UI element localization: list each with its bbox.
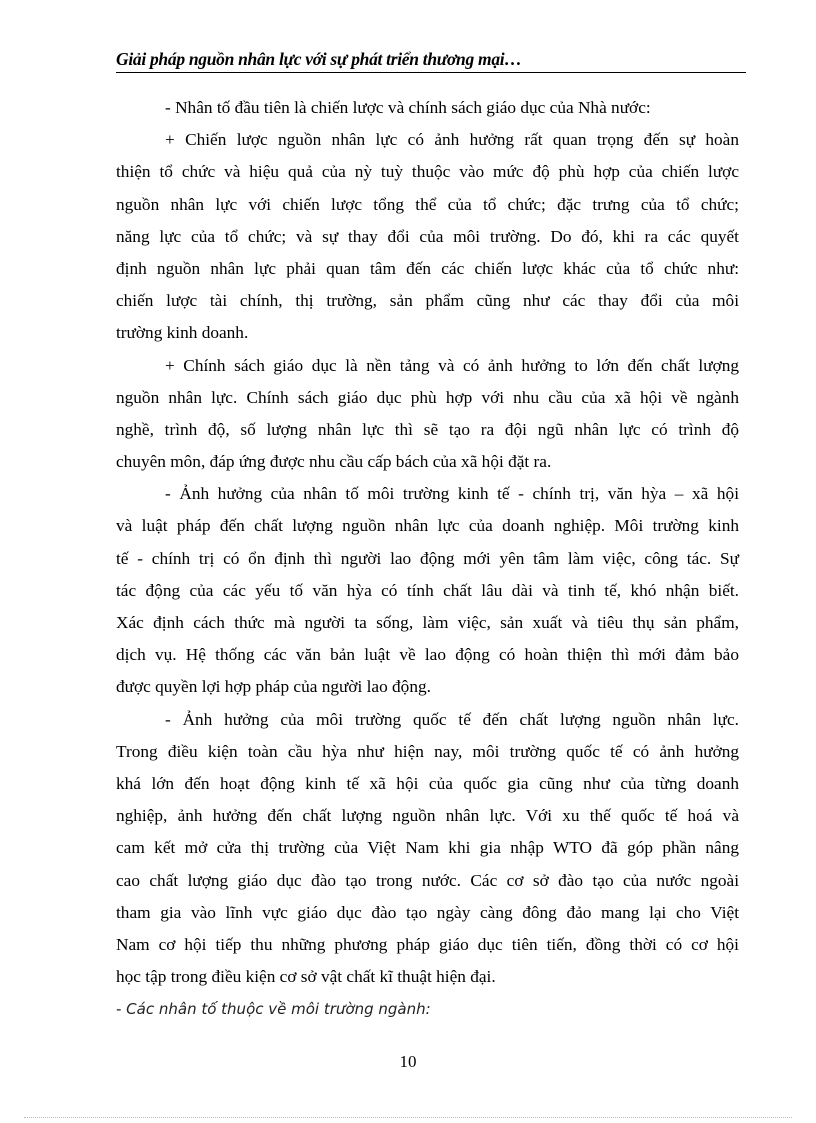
text-line: - Ảnh hưởng của môi trường quốc tế đến chất lượng nguồn nhân lực. (165, 709, 739, 729)
document-body (116, 92, 739, 1025)
text-line: và luật pháp đến chất lượng nguồn nhân lực của doanh nghiệp. Môi trường kinh (116, 516, 739, 536)
text-line: Trong điều kiện toàn cầu hỳa như hiện nay, môi trường quốc tế có ảnh hưởng (116, 741, 739, 761)
text-line: - Nhân tố đầu tiên là chiến lược và chính sách giáo dục của Nhà nước: (165, 98, 651, 117)
text-line: chiến lược tài chính, thị trường, sản phẩm cũng như các thay đổi của môi (116, 291, 739, 311)
text-line: Nam cơ hội tiếp thu những phương pháp giáo dục tiên tiến, đồng thời có cơ hội (116, 934, 739, 954)
text-line: học tập trong điều kiện cơ sở vật chất kĩ thuật hiện đại. (116, 967, 496, 987)
text-line: định nguồn nhân lực phải quan tâm đến các chiến lược khác của tổ chức như: (116, 258, 739, 278)
text-line: khá lớn đến hoạt động kinh tế xã hội của quốc gia cũng như của từng doanh (116, 773, 739, 793)
text-line: nghề, trình độ, số lượng nhân lực thì sẽ tạo ra đội ngũ nhân lực có trình độ (116, 419, 739, 439)
text-line: nghiệp, ảnh hưởng đến chất lượng nguồn nhân lực. Với xu thế quốc tế hoá và (116, 806, 739, 826)
text-line: thiện tổ chức và hiệu quả của nỳ tuỳ thuộc vào mức độ phù hợp của chiến lược (116, 162, 739, 182)
text-line: - Ảnh hưởng của nhân tố môi trường kinh tế - chính trị, văn hỳa – xã hội (165, 484, 739, 504)
text-line: + Chính sách giáo dục là nền tảng và có ảnh hưởng to lớn đến chất lượng (165, 355, 739, 375)
text-line: nguồn nhân lực. Chính sách giáo dục phù hợp với nhu cầu của xã hội về ngành (116, 387, 739, 407)
subheading: - Các nhân tố thuộc về môi trường ngành: (116, 1000, 431, 1019)
text-line: cam kết mở cửa thị trường của Việt Nam khi gia nhập WTO đã góp phần nâng (116, 838, 739, 858)
text-line: chuyên môn, đáp ứng được nhu cầu cấp bách của xã hội đặt ra. (116, 452, 552, 472)
text-line: Xác định cách thức mà người ta sống, làm việc, sản xuất và tiêu thụ sản phẩm, (116, 613, 739, 632)
page-number: 10 (399, 1052, 417, 1071)
running-header: Giải pháp nguồn nhân lực với sự phát triển thương mại… (116, 49, 746, 73)
text-line: tác động của các yếu tố văn hỳa có tính chất lâu dài và tinh tế, khó nhận biết. (116, 580, 739, 600)
text-line: + Chiến lược nguồn nhân lực có ảnh hưởng rất quan trọng đến sự hoàn (165, 130, 739, 150)
text-line: trường kinh doanh. (116, 323, 249, 343)
text-line: được quyền lợi hợp pháp của người lao động. (116, 677, 431, 697)
text-line: tham gia vào lĩnh vực giáo dục đào tạo ngày càng đông đảo mang lại cho Việt (116, 902, 739, 922)
text-line: tế - chính trị có ổn định thì người lao động mới yên tâm làm việc, công tác. Sự (116, 548, 739, 568)
text-line: nguồn nhân lực với chiến lược tổng thể của tổ chức; đặc trưng của tổ chức; (116, 194, 739, 214)
text-line: dịch vụ. Hệ thống các văn bản luật về lao động có hoàn thiện thì mới đảm bảo (116, 645, 739, 665)
text-line: năng lực của tổ chức; và sự thay đổi của môi trường. Do đó, khi ra các quyết (116, 226, 739, 246)
page-bottom-divider (24, 1117, 792, 1118)
text-line: cao chất lượng giáo dục đào tạo trong nước. Các cơ sở đào tạo của nước ngoài (116, 870, 739, 890)
